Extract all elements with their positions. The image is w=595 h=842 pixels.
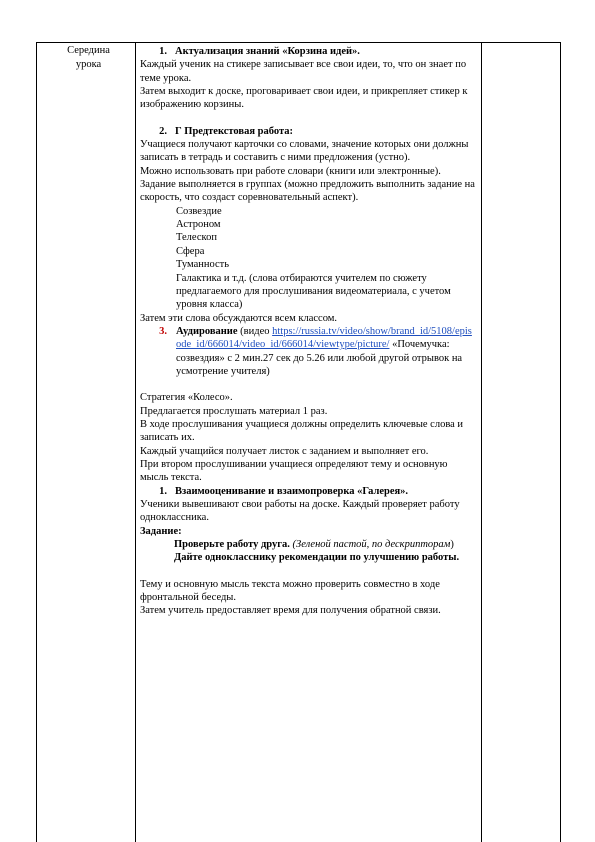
stage-label-line-2: урока (75, 59, 102, 70)
section-heading-1: 1. Актуализация знаний «Корзина идей». (159, 46, 360, 57)
vocabulary-word-last: Галактика и т.д. (слова отбираются учителем по сюжету предлагаемого для прослушивания видеоматериала, с учетом уровня класса) (176, 272, 451, 311)
table-top-border (36, 42, 561, 43)
video-link[interactable]: https://russia.tv/video/show/brand_id/5108/episode_id/666014/video_id/666014/viewtype/picture/ (176, 325, 472, 351)
vocabulary-word: Телескоп (176, 232, 217, 244)
section-number-red: 3. (159, 325, 167, 337)
audio-title: Аудирование (176, 325, 238, 337)
paragraph: Стратегия «Колесо». (140, 392, 233, 404)
paragraph: Затем учитель предоставляет время для получения обратной связи. (140, 605, 441, 617)
column-divider-1 (135, 42, 136, 842)
task-item-1: Проверьте работу друга. (Зеленой пастой, по дескрипторам) (174, 539, 454, 551)
lesson-stage-cell (42, 44, 135, 72)
paragraph: Каждый ученик на стикере записывает все свои идеи, то, что он знает по теме урока. (140, 59, 467, 84)
paragraph: Предлагается прослушать материал 1 раз. (140, 405, 328, 417)
table-left-border (36, 42, 37, 842)
vocabulary-word: Сфера (176, 245, 205, 257)
section-audio: 3. Аудирование (видео https://russia.tv/video/show/brand_id/5108/episode_id/666014/video_id/666014/viewtype/picture/ «Почемучка: созвездия» с 2 мин.27 сек до 5.26 или любой другой отрывок на усмотрение учителя) (140, 325, 476, 378)
vocabulary-word: Туманность (176, 259, 230, 271)
task-item-2: Дайте однокласснику рекомендации по улучшению работы. (174, 552, 460, 564)
section-heading-2: 2. Г Предтекстовая работа: (159, 125, 293, 137)
paragraph: Задание выполняется в группах (можно предложить выполнить задание на скорость, что создаст соревновательный аспект). (140, 179, 475, 204)
paragraph: Учащиеся получают карточки со словами, значение которых они должны записать в тетрадь и составить с ними предложения (устно). (140, 139, 469, 164)
paragraph: Каждый учащийся получает листок с заданием и выполняет его. (140, 445, 429, 457)
column-divider-2 (481, 42, 482, 842)
table-right-border (560, 42, 561, 842)
paragraph: Можно использовать при работе словари (книги или электронные). (140, 165, 441, 177)
vocabulary-word: Астроном (176, 219, 221, 231)
paragraph: Затем эти слова обсуждаются всем классом. (140, 312, 338, 324)
paragraph: При втором прослушивании учащиеся определяют тему и основную мысль текста. (140, 458, 448, 484)
paragraph: В ходе прослушивания учащиеся должны определить ключевые слова и записать их. (140, 418, 464, 444)
paragraph: Затем выходит к доске, проговаривает свои идеи, и прикрепляет стикер к изображению корзины. (140, 86, 468, 111)
paragraph: Тему и основную мысль текста можно проверить совместно в ходе фронтальной беседы. (140, 578, 440, 604)
paragraph: Ученики вывешивают свои работы на доске. Каждый проверяет работу одноклассника. (140, 499, 460, 524)
lesson-content-cell (140, 45, 476, 618)
section-heading-4: 1. Взаимооценивание и взаимопроверка «Галерея». (159, 485, 409, 497)
vocabulary-word: Созвездие (176, 205, 222, 217)
stage-label-line-1: Середина (67, 45, 110, 56)
task-label: Задание: (140, 525, 182, 537)
